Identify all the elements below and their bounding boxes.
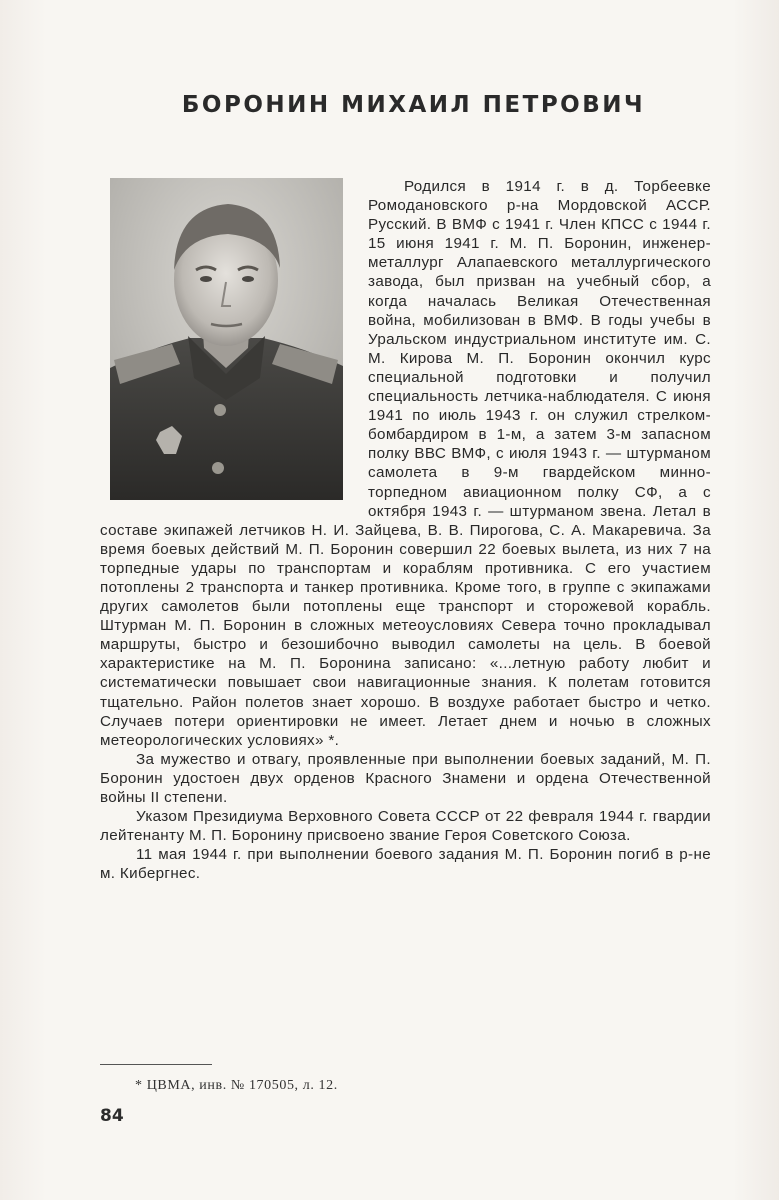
page-number: 84 <box>100 1106 124 1126</box>
biography-text <box>100 177 711 883</box>
paragraph-4: 11 мая 1944 г. при выполнении боевого задания М. П. Боронин погиб в р-не м. Кибергнес. <box>100 846 711 883</box>
paragraph-3: Указом Президиума Верховного Совета СССР от 22 февраля 1944 г. гвардии лейтенанту М. П. Боронину присвоено звание Героя Советского Союза. <box>100 808 711 845</box>
paragraph-1: Родился в 1914 г. в д. Торбеевке Ромодановского р-на Мордовской АССР. Русский. В ВМФ с 1941 г. Член КПСС с 1944 г. 15 июня 1941 г. М. П. Боронин, инженер-металлург Алапаевского металлургического завода, был призван на учебный сбор, а когда началась Великая Отечественная война, мобилизован в ВМФ. В годы учебы в Уральском индустриальном институте им. С. М. Кирова М. П. Боронин окончил курс специальной подготовки и получил специальность летчика-наблюдателя. С июня 1941 по июль 1943 г. он служил стрелком-бомбардиром в 1-м, а затем 3-м запасном полку ВВС ВМФ, с июля 1943 г. — штурманом самолета в 9-м гвардейском минно-торпедном авиационном полку СФ, а с октября 1943 г. — штурманом звена. Летал в составе экипажей летчиков Н. И. Зайцева, В. В. Пирогова, С. А. Макаревича. За время боевых действий М. П. Боронин совершил 22 боевых вылета, из них 7 на торпедные удары по транспортам и кораблям противника. С его участием потоплены 2 транспорта и танкер противника. Кроме того, в группе с экипажами других самолетов были потоплены еще транспорт и сторожевой корабль. Штурман М. П. Боронин в сложных метеоусловиях Севера точно прокладывал маршруты, быстро и безошибочно выводил самолеты на цель. В боевой характеристике на М. П. Боронина записано: «...летную работу любит и систематически повышает свои навигационные знания. К полетам готовится тщательно. Район полетов знает хорошо. В воздухе работает быстро и четко. Случаев потери ориентировки не имеет. Летает днем и ночью в сложных метеорологических условиях» *. <box>100 178 711 749</box>
footnote-divider <box>100 1064 212 1065</box>
paragraph-2: За мужество и отвагу, проявленные при выполнении боевых заданий, М. П. Боронин удостоен двух орденов Красного Знамени и ордена Отечественной войны II степени. <box>100 750 711 806</box>
footnote: * ЦВМА, инв. № 170505, л. 12. <box>135 1078 338 1093</box>
photo-text-wrap-spacer <box>100 177 368 519</box>
page-title: БОРОНИН МИХАИЛ ПЕТРОВИЧ <box>181 92 646 118</box>
